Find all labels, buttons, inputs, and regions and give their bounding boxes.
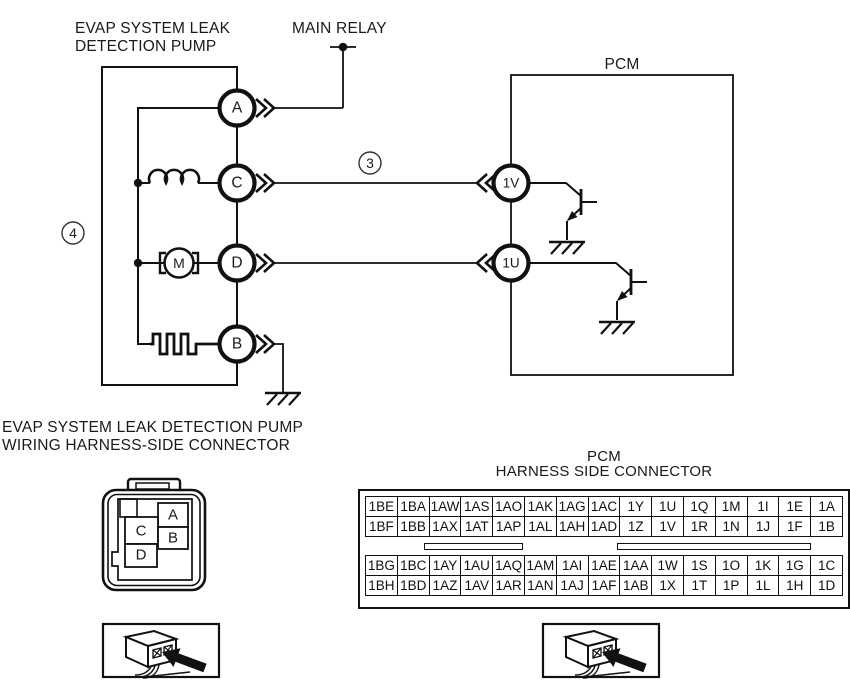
pcm-pin-cell: 1AT bbox=[461, 517, 493, 537]
pcm-connector-title bbox=[358, 450, 850, 479]
pcm-box bbox=[511, 75, 733, 375]
pcm-pin-cell: 1AL bbox=[524, 517, 556, 537]
ground-icon bbox=[265, 393, 301, 405]
pcm-pin-cell: 1AY bbox=[429, 556, 461, 576]
pump-connector-pin-c: C bbox=[135, 522, 147, 540]
pump-connector-drawing bbox=[103, 479, 205, 590]
pcm-pin-cell: 1E bbox=[779, 497, 811, 517]
motor-label: M bbox=[173, 255, 185, 271]
pump-label-line1: EVAP SYSTEM LEAK bbox=[75, 20, 231, 37]
junction-dot bbox=[134, 259, 142, 267]
transistor-icon bbox=[530, 183, 597, 254]
pump-label-line2: DETECTION PUMP bbox=[75, 38, 217, 55]
pcm-pin-1v-label: 1V bbox=[502, 175, 520, 191]
pcm-pin-cell: 1K bbox=[747, 556, 779, 576]
callout-4-label: 4 bbox=[69, 225, 77, 241]
pcm-pin-cell: 1AK bbox=[524, 497, 556, 517]
pcm-pin-cell: 1Y bbox=[620, 497, 652, 517]
pcm-connector-lower-table bbox=[365, 555, 843, 596]
connector-row bbox=[366, 517, 843, 537]
pcm-pin-cell: 1AS bbox=[461, 497, 493, 517]
pcm-pin-cell: 1AX bbox=[429, 517, 461, 537]
pump-connector-title-line2: WIRING HARNESS-SIDE CONNECTOR bbox=[2, 437, 290, 454]
pcm-pin-cell: 1AI bbox=[556, 556, 588, 576]
pcm-pin-cell: 1AN bbox=[524, 576, 556, 596]
connector-row bbox=[366, 576, 843, 596]
callout-3-label: 3 bbox=[366, 155, 374, 171]
pump-pin-b-label: B bbox=[231, 335, 243, 353]
connector-key-slot bbox=[424, 543, 523, 550]
pcm-pin-cell: 1BH bbox=[366, 576, 398, 596]
pcm-pin-cell: 1AZ bbox=[429, 576, 461, 596]
pcm-pin-cell: 1R bbox=[683, 517, 715, 537]
connector-removal-icon bbox=[103, 624, 219, 678]
pcm-pin-cell: 1AB bbox=[620, 576, 652, 596]
connector-key-slot bbox=[617, 543, 811, 550]
pcm-pin-cell: 1N bbox=[715, 517, 747, 537]
wire-b-to-ground bbox=[265, 344, 301, 405]
pcm-pin-cell: 1I bbox=[747, 497, 779, 517]
pump-internal-wiring bbox=[134, 108, 218, 344]
pcm-pin-cell: 1D bbox=[811, 576, 843, 596]
pcm-pin-cell: 1BD bbox=[397, 576, 429, 596]
pcm-pin-cell: 1BE bbox=[366, 497, 398, 517]
relay-branch-dot bbox=[339, 43, 348, 52]
pcm-pin-cell: 1BC bbox=[397, 556, 429, 576]
pump-pin-a-label: A bbox=[231, 99, 243, 117]
pcm-pin-cell: 1AC bbox=[588, 497, 620, 517]
pcm-pin-cell: 1AM bbox=[524, 556, 556, 576]
pcm-pin-cell: 1Z bbox=[620, 517, 652, 537]
pcm-pin-cell: 1AJ bbox=[556, 576, 588, 596]
pcm-pin-cell: 1V bbox=[652, 517, 684, 537]
pcm-pin-cell: 1O bbox=[715, 556, 747, 576]
pump-connector-pin-b: B bbox=[167, 529, 179, 547]
pcm-pin-cell: 1AP bbox=[493, 517, 525, 537]
pump-box bbox=[102, 67, 237, 385]
pcm-pin-cell: 1AO bbox=[493, 497, 525, 517]
pcm-pin-cell: 1BG bbox=[366, 556, 398, 576]
pump-connector-pin-a: A bbox=[167, 506, 179, 524]
pcm-connector-pinout bbox=[358, 489, 850, 609]
pcm-pin-cell: 1AW bbox=[429, 497, 461, 517]
junction-dot bbox=[134, 179, 142, 187]
pcm-pin-cell: 1P bbox=[715, 576, 747, 596]
pcm-pin-cell: 1AG bbox=[556, 497, 588, 517]
connector-chevrons-icon bbox=[256, 99, 496, 353]
pcm-label: PCM bbox=[604, 56, 640, 73]
pump-pin-c-label: C bbox=[231, 174, 243, 192]
coil-icon bbox=[149, 170, 199, 183]
ground-icon bbox=[549, 242, 585, 254]
pcm-pin-cell: 1S bbox=[683, 556, 715, 576]
wire-a-to-main-relay bbox=[274, 43, 356, 108]
pcm-pin-cell: 1AQ bbox=[493, 556, 525, 576]
transistor-icon bbox=[530, 263, 647, 334]
pcm-pin-cell: 1L bbox=[747, 576, 779, 596]
pcm-pin-cell: 1BA bbox=[397, 497, 429, 517]
pcm-pin-cell: 1BB bbox=[397, 517, 429, 537]
ground-icon bbox=[599, 322, 635, 334]
pcm-pin-cell: 1AR bbox=[493, 576, 525, 596]
pcm-pin-cell: 1J bbox=[747, 517, 779, 537]
connector-row bbox=[366, 556, 843, 576]
pcm-pin-cell: 1C bbox=[811, 556, 843, 576]
pcm-connector-title-line2: HARNESS SIDE CONNECTOR bbox=[495, 462, 713, 480]
pcm-pin-cell: 1F bbox=[779, 517, 811, 537]
pcm-pin-cell: 1AH bbox=[556, 517, 588, 537]
connector-row bbox=[366, 497, 843, 517]
pump-pin-d-label: D bbox=[231, 254, 243, 272]
pcm-pin-cell: 1AV bbox=[461, 576, 493, 596]
pcm-pin-cell: 1A bbox=[811, 497, 843, 517]
pcm-pin-cell: 1AF bbox=[588, 576, 620, 596]
pcm-connector-title-line1: PCM bbox=[587, 448, 621, 465]
main-relay-label: MAIN RELAY bbox=[292, 20, 387, 37]
pcm-pin-cell: 1B bbox=[811, 517, 843, 537]
pcm-pin-cell: 1AD bbox=[588, 517, 620, 537]
pcm-pin-cell: 1Q bbox=[683, 497, 715, 517]
connector-removal-icon bbox=[543, 624, 659, 678]
pcm-pin-cell: 1BF bbox=[366, 517, 398, 537]
pcm-connector-upper-table bbox=[365, 496, 843, 537]
pump-connector-title-line1: EVAP SYSTEM LEAK DETECTION PUMP bbox=[2, 419, 304, 436]
pump-label bbox=[75, 20, 230, 56]
pcm-pin-cell: 1H bbox=[779, 576, 811, 596]
pcm-pin-cell: 1AU bbox=[461, 556, 493, 576]
pcm-pin-cell: 1U bbox=[652, 497, 684, 517]
pump-connector-pin-d: D bbox=[135, 546, 147, 564]
square-wave-icon bbox=[150, 334, 218, 354]
pcm-pin-cell: 1G bbox=[779, 556, 811, 576]
pcm-pin-cell: 1X bbox=[652, 576, 684, 596]
pcm-pin-cell: 1W bbox=[652, 556, 684, 576]
pcm-pin-1u-label: 1U bbox=[502, 255, 520, 271]
pcm-pin-cell: 1M bbox=[715, 497, 747, 517]
pcm-pin-cell: 1AE bbox=[588, 556, 620, 576]
pump-connector-title bbox=[2, 419, 303, 455]
pcm-pin-cell: 1AA bbox=[620, 556, 652, 576]
pcm-pin-cell: 1T bbox=[683, 576, 715, 596]
